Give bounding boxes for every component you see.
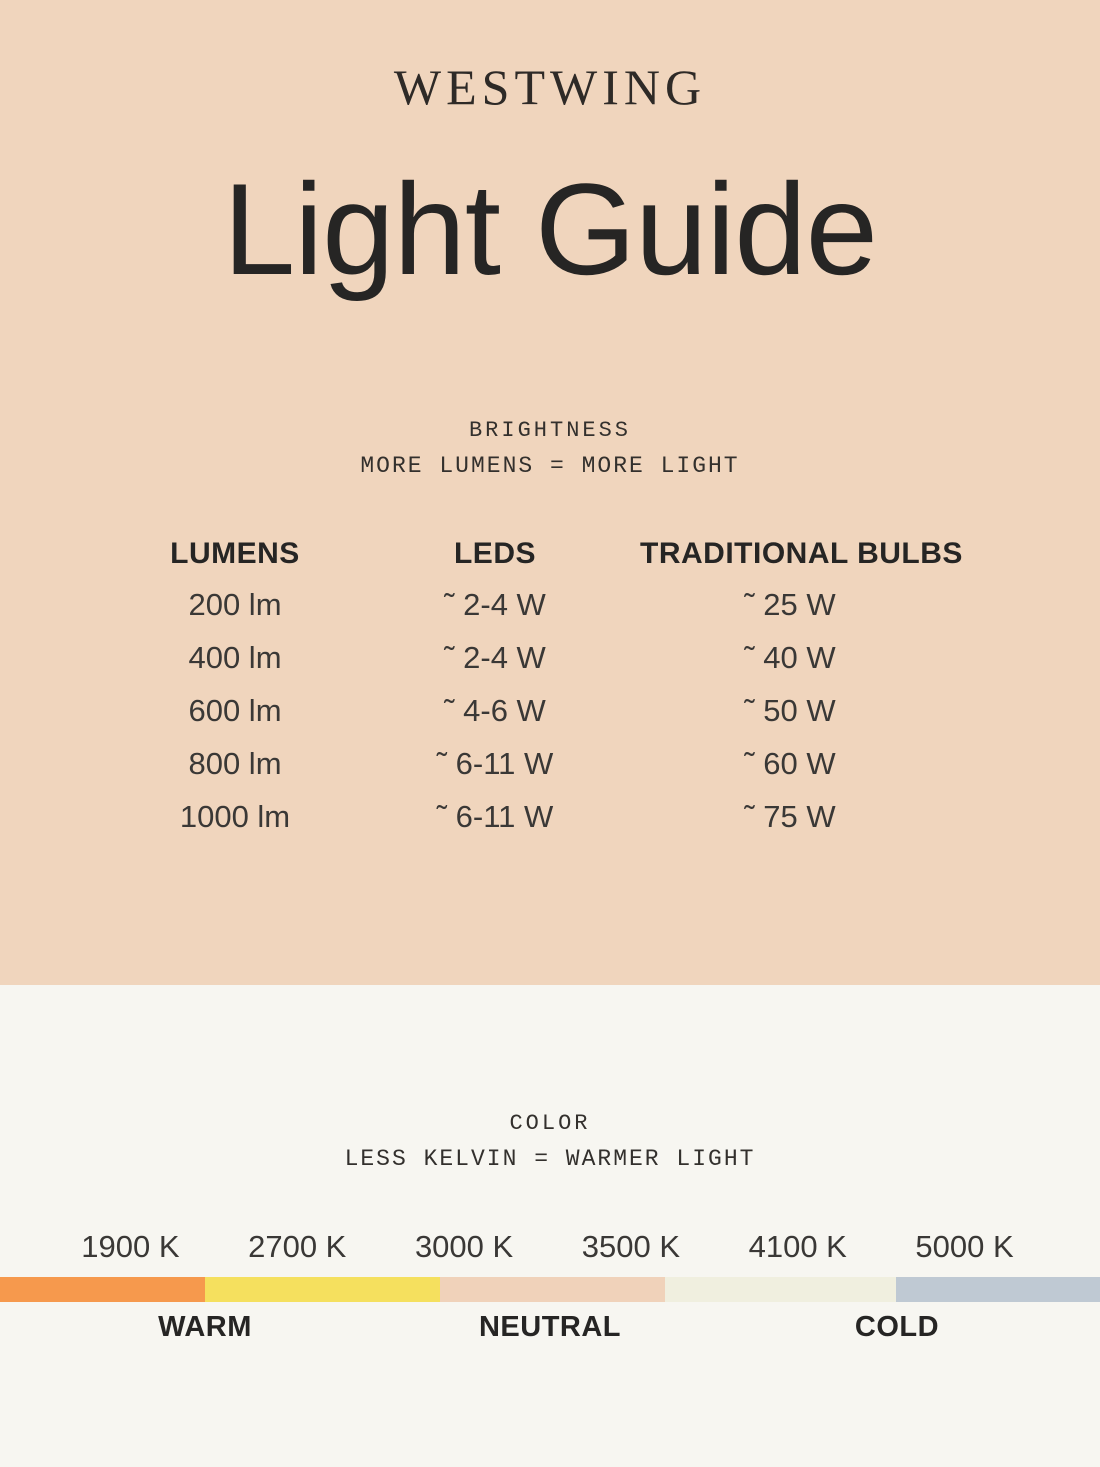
bulb-watt-value: ˜ 40 W <box>744 639 836 675</box>
brightness-subheading: MORE LUMENS = MORE LIGHT <box>360 453 740 479</box>
page-title: Light Guide <box>223 156 877 302</box>
led-watt-value: ˜ 6-11 W <box>436 798 554 834</box>
table-row <box>120 631 1100 684</box>
temperature-label-warm: WARM <box>158 1311 252 1343</box>
table-row <box>120 578 1100 631</box>
kelvin-label: 3000 K <box>414 1229 514 1264</box>
bulb-watt-value: ˜ 50 W <box>744 692 836 728</box>
color-subheading: LESS KELVIN = WARMER LIGHT <box>344 1146 756 1172</box>
column-header-leds: LEDS <box>453 537 536 570</box>
led-watt-value: ˜ 4-6 W <box>444 692 546 728</box>
lumens-value: 800 lm <box>188 745 282 781</box>
column-header-lumens: LUMENS <box>170 537 300 570</box>
kelvin-label: 4100 K <box>748 1229 847 1264</box>
kelvin-labels-row <box>0 1229 1100 1265</box>
table-row <box>120 790 1100 843</box>
led-watt-value: ˜ 2-4 W <box>444 639 546 675</box>
led-watt-value: ˜ 2-4 W <box>444 586 546 622</box>
kelvin-scale-bar <box>0 1277 1100 1302</box>
column-header-traditional-bulbs: TRADITIONAL BULBS <box>640 537 963 570</box>
temperature-label-cold: COLD <box>854 1311 940 1343</box>
bulb-watt-value: ˜ 75 W <box>744 798 836 834</box>
brightness-table <box>0 530 1100 843</box>
scale-segment-cold-blue <box>896 1277 1100 1302</box>
led-watt-value: ˜ 6-11 W <box>436 745 554 781</box>
scale-segment-warm-orange <box>0 1277 205 1302</box>
table-row <box>120 737 1100 790</box>
table-row <box>120 684 1100 737</box>
lumens-value: 600 lm <box>188 692 282 728</box>
lumens-value: 1000 lm <box>179 798 291 834</box>
brightness-heading: BRIGHTNESS <box>468 418 632 443</box>
bulb-watt-value: ˜ 60 W <box>744 745 836 781</box>
lumens-value: 400 lm <box>188 639 282 675</box>
kelvin-label: 5000 K <box>915 1229 1014 1264</box>
scale-segment-warm-yellow <box>205 1277 440 1302</box>
bulb-watt-value: ˜ 25 W <box>744 586 836 622</box>
scale-segment-neutral-cream <box>665 1277 896 1302</box>
scale-segment-neutral-peach <box>440 1277 666 1302</box>
brand-logo: WESTWING <box>393 59 707 115</box>
temperature-labels-row <box>0 1311 1100 1351</box>
kelvin-label: 3500 K <box>581 1229 681 1264</box>
kelvin-label: 2700 K <box>248 1229 347 1264</box>
temperature-label-neutral: NEUTRAL <box>478 1311 622 1343</box>
table-header-row <box>120 530 1100 578</box>
color-temperature-section <box>0 985 1100 1467</box>
lumens-value: 200 lm <box>188 586 282 622</box>
color-heading: COLOR <box>509 1111 591 1136</box>
kelvin-label: 1900 K <box>81 1229 180 1264</box>
